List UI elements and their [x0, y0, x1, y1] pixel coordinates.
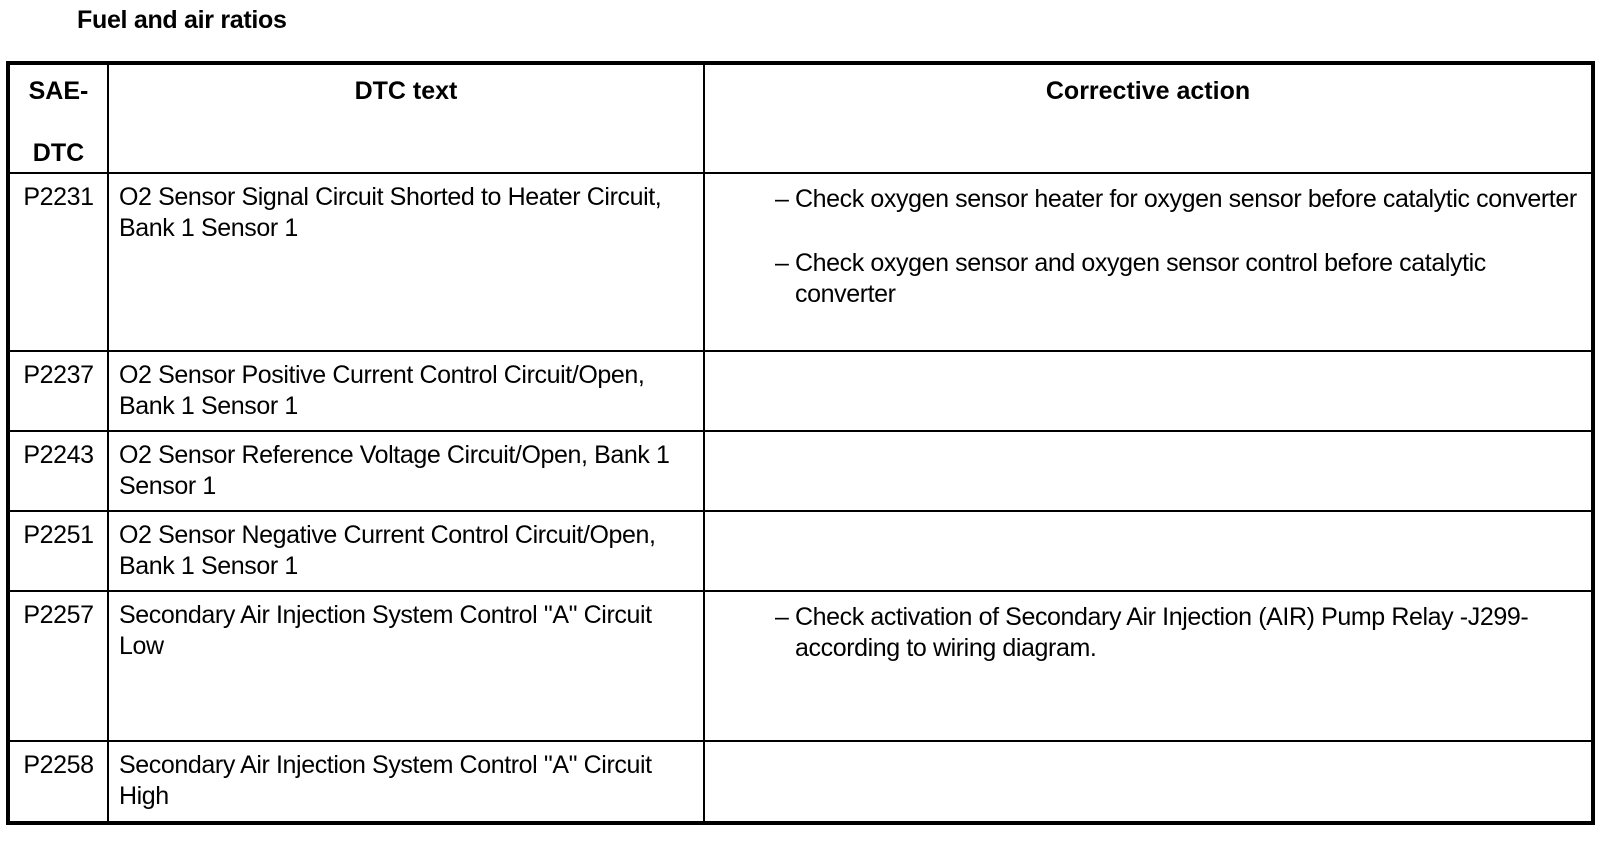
- corrective-action: [704, 173, 1593, 351]
- dtc-description: O2 Sensor Reference Voltage Circuit/Open, Bank 1 Sensor 1: [108, 431, 704, 511]
- dtc-description: O2 Sensor Signal Circuit Shorted to Heater Circuit, Bank 1 Sensor 1: [108, 173, 704, 351]
- table-row: [8, 741, 1593, 823]
- table-row: [8, 431, 1593, 511]
- header-sae-dtc-line2: DTC: [32, 139, 85, 167]
- table-header-row: [8, 63, 1593, 173]
- dtc-code: P2258: [8, 741, 108, 823]
- dtc-description: O2 Sensor Negative Current Control Circuit/Open, Bank 1 Sensor 1: [108, 511, 704, 591]
- dash-bullet-icon: –: [775, 185, 789, 213]
- table-row: [8, 591, 1593, 741]
- table-row: [8, 351, 1593, 431]
- dtc-description: Secondary Air Injection System Control "A" Circuit Low: [108, 591, 704, 741]
- action-text: Check oxygen sensor heater for oxygen sensor before catalytic converter: [795, 185, 1577, 213]
- action-text: Check oxygen sensor and oxygen sensor control before catalytic converter: [795, 249, 1486, 308]
- dtc-description: Secondary Air Injection System Control "A" Circuit High: [108, 741, 704, 823]
- dtc-code: P2237: [8, 351, 108, 431]
- table-row: [8, 511, 1593, 591]
- action-item: [705, 184, 1579, 215]
- corrective-action: [704, 431, 1593, 511]
- dtc-code: P2243: [8, 431, 108, 511]
- header-dtc-text: DTC text: [108, 63, 704, 173]
- corrective-action: [704, 591, 1593, 741]
- dtc-table: [6, 61, 1595, 825]
- action-item: [705, 602, 1579, 664]
- header-corrective-action: Corrective action: [704, 63, 1593, 173]
- dtc-code: P2251: [8, 511, 108, 591]
- table-row: [8, 173, 1593, 351]
- dtc-code: P2257: [8, 591, 108, 741]
- dash-bullet-icon: –: [775, 249, 789, 277]
- header-sae-dtc: [8, 63, 108, 173]
- corrective-action: [704, 351, 1593, 431]
- corrective-action: [704, 741, 1593, 823]
- dtc-code: P2231: [8, 173, 108, 351]
- action-text: Check activation of Secondary Air Injection (AIR) Pump Relay -J299- according to wiring diagram.: [795, 603, 1529, 662]
- dtc-description: O2 Sensor Positive Current Control Circuit/Open, Bank 1 Sensor 1: [108, 351, 704, 431]
- header-sae-dtc-line1: SAE-: [28, 77, 89, 105]
- action-item: [705, 248, 1579, 310]
- corrective-action: [704, 511, 1593, 591]
- dash-bullet-icon: –: [775, 603, 789, 631]
- page-title: Fuel and air ratios: [77, 6, 287, 34]
